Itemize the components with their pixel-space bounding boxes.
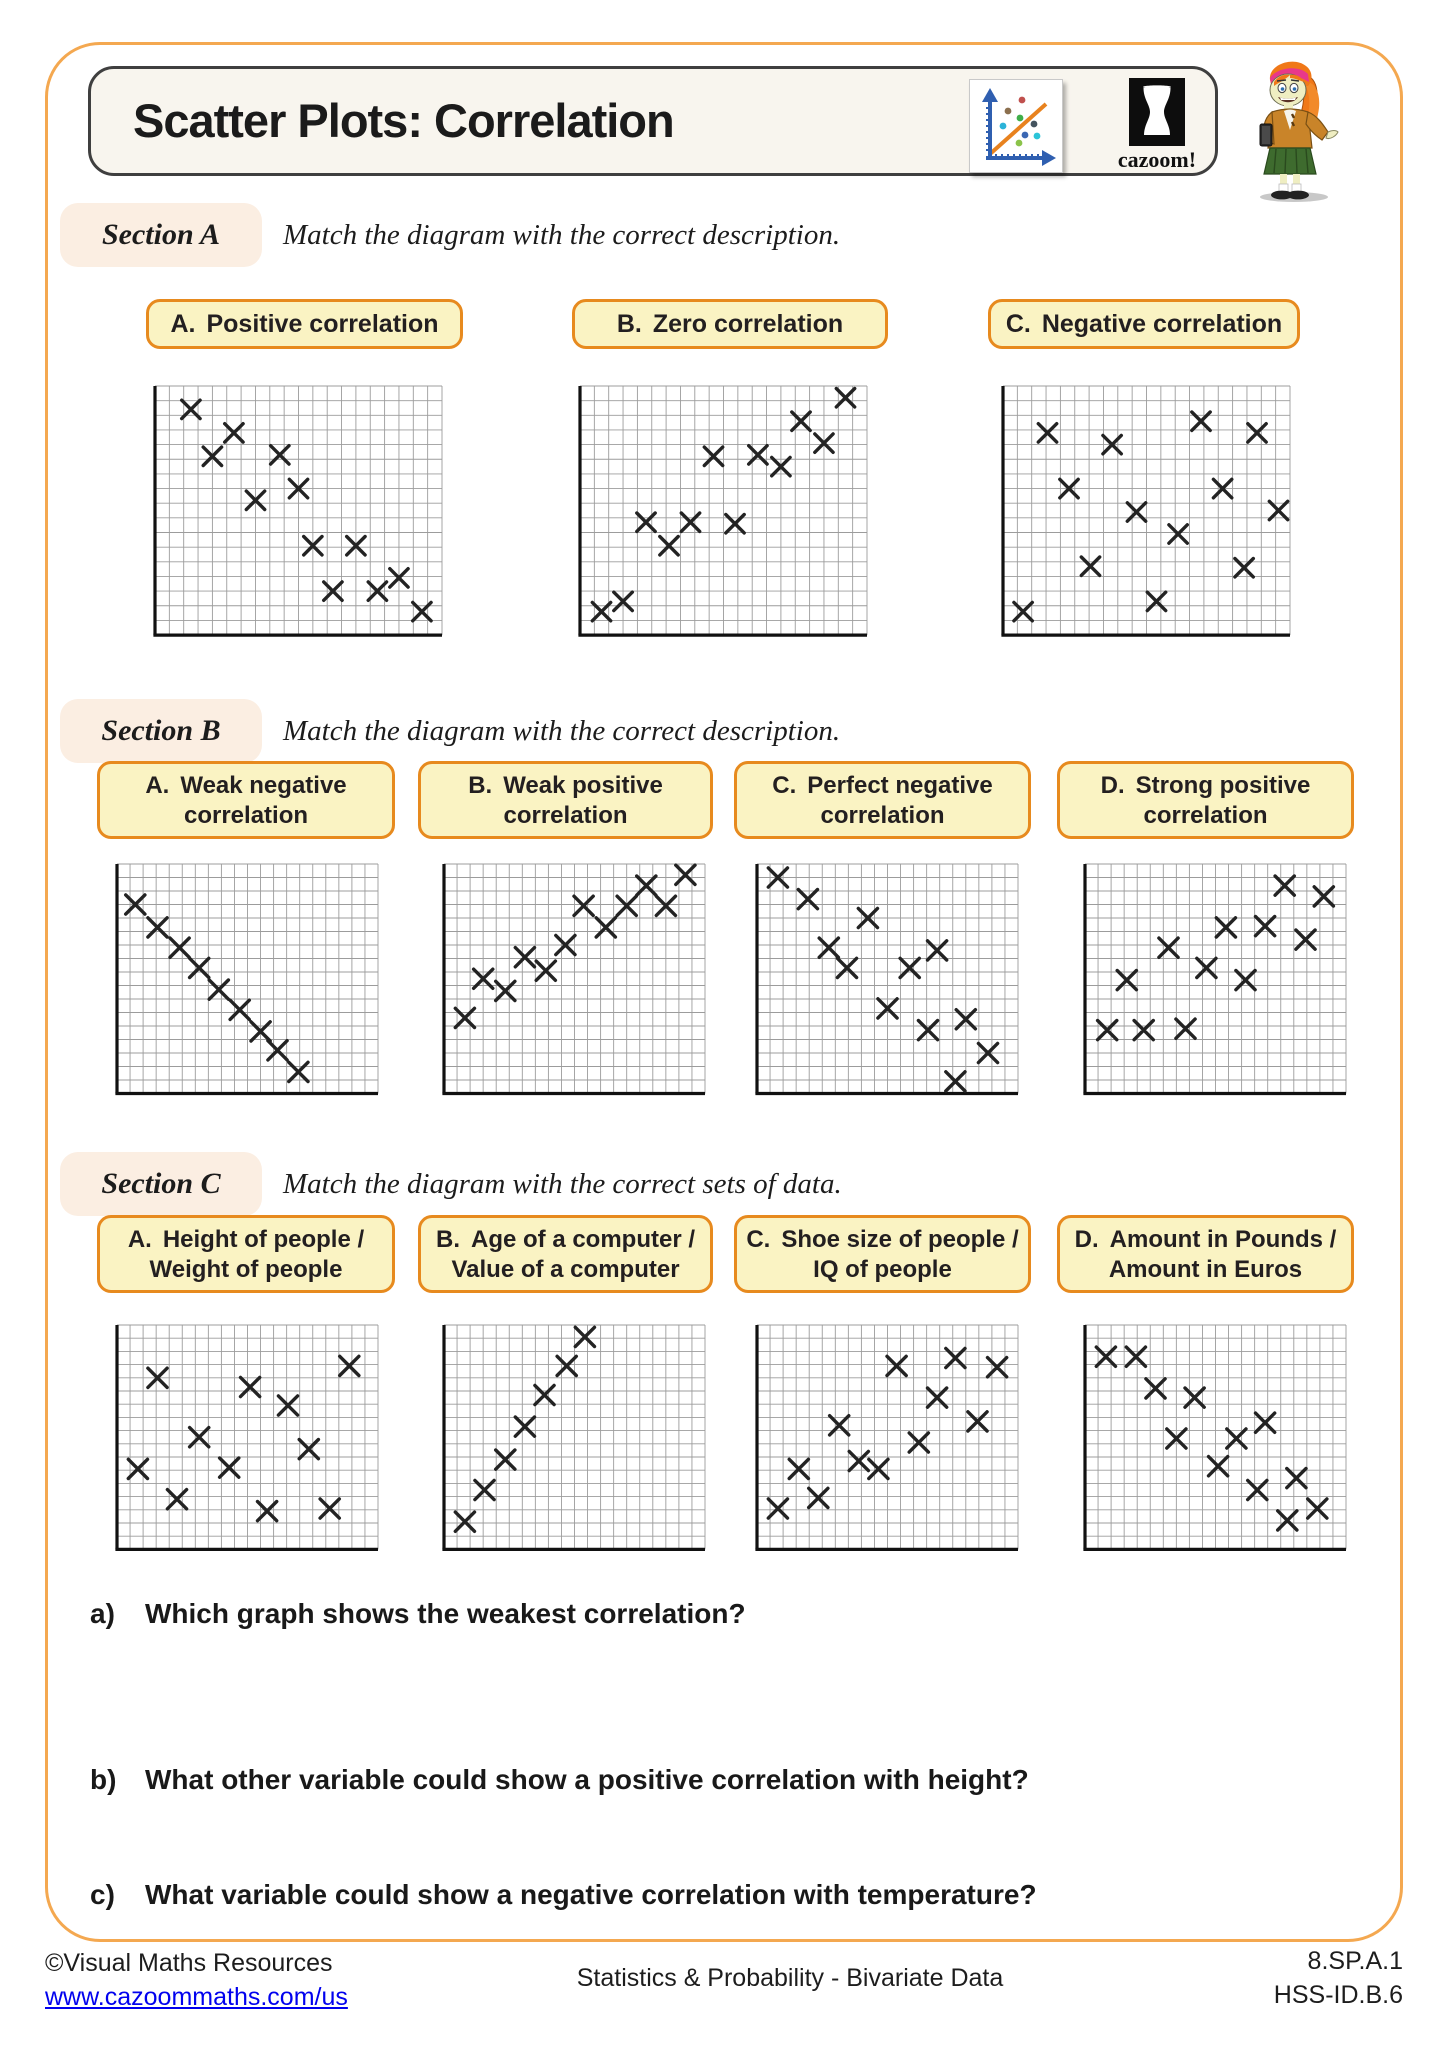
scatter-plot-a3	[997, 380, 1296, 641]
tag-letter: C.	[1005, 310, 1031, 338]
question-emphasis: negative	[519, 1879, 634, 1910]
tag-text-line2: Weight of people	[149, 1256, 343, 1283]
question-text-part: correlation with height?	[703, 1764, 1029, 1795]
tag-text-line2: correlation	[183, 802, 309, 829]
cazoom-logo-text: cazoom!	[1117, 147, 1197, 172]
scatter-plot-b3	[751, 858, 1024, 1100]
title-box	[88, 66, 1218, 176]
section-c-pill: Section C	[60, 1152, 262, 1216]
question-c-number: c)	[90, 1879, 115, 1910]
tag-text-line2: correlation	[503, 802, 628, 829]
question-text-part: What variable could show a	[145, 1879, 520, 1910]
tag-letter: A.	[170, 310, 196, 338]
question-c-text	[145, 1879, 1345, 1911]
standard-code-2: HSS-ID.B.6	[1273, 1981, 1403, 2009]
tag-text-line1: Strong positive	[1135, 772, 1311, 799]
question-b-number: b)	[90, 1764, 117, 1795]
question-text-part: Which graph shows the weakest correlation?	[145, 1598, 746, 1629]
scatter-plot-c2	[438, 1319, 711, 1555]
tag-letter: D.	[1074, 1226, 1099, 1253]
tag-text-line1: Shoe size of people /	[781, 1226, 1019, 1253]
tag-text: Positive correlation	[206, 310, 439, 338]
question-emphasis: positive	[597, 1764, 704, 1795]
copyright-text: ©Visual Maths Resources	[45, 1949, 333, 1977]
section-b-instruction: Match the diagram with the correct description.	[283, 715, 841, 747]
tag-letter: B.	[468, 772, 493, 799]
scatter-plot-c3	[751, 1319, 1024, 1555]
standard-code-1: 8.SP.A.1	[1307, 1947, 1403, 1975]
tag-letter: C.	[772, 772, 797, 799]
scatter-plot-c4	[1079, 1319, 1352, 1555]
scatter-plot-b1	[111, 858, 384, 1100]
question-b-text	[145, 1764, 1345, 1796]
tag-letter: B.	[616, 310, 642, 338]
section-c-instruction: Match the diagram with the correct sets of data.	[283, 1168, 842, 1200]
scatter-plot-icon	[969, 79, 1063, 173]
page-title: Scatter Plots: Correlation	[133, 94, 674, 147]
tag-text-line1: Age of a computer /	[470, 1226, 696, 1253]
tag-letter: B.	[435, 1226, 460, 1253]
footer-standards-block	[1274, 1944, 1403, 2012]
tag-text-line2: IQ of people	[813, 1256, 952, 1283]
question-a-number: a)	[90, 1598, 115, 1629]
tag-text: Zero correlation	[652, 310, 844, 338]
question-a-text	[145, 1598, 1345, 1630]
cazoom-logo	[1103, 78, 1211, 173]
tag-letter: A.	[145, 772, 170, 799]
scatter-plot-c1	[111, 1319, 384, 1555]
scatter-plot-icon-graphic	[970, 80, 1062, 172]
tag-age-value-computer	[418, 1215, 713, 1293]
tag-text-line1: Perfect negative	[807, 772, 993, 799]
tag-letter: A.	[127, 1226, 152, 1253]
tag-text: Negative correlation	[1041, 310, 1283, 338]
tag-text-line2: correlation	[820, 802, 945, 829]
girl-student-illustration	[1232, 52, 1357, 204]
cazoommaths-link[interactable]: www.cazoommaths.com/us	[45, 1983, 348, 2011]
question-text-part: correlation with temperature?	[633, 1879, 1037, 1910]
tag-positive-correlation	[146, 299, 463, 349]
footer-topic: Statistics & Probability - Bivariate Data	[576, 1964, 1004, 1992]
scatter-plot-b4	[1079, 858, 1352, 1100]
scatter-plot-a1	[149, 380, 448, 641]
question-text-part: What other variable could show a	[145, 1764, 598, 1795]
section-a-instruction: Match the diagram with the correct description.	[283, 219, 841, 251]
tag-text-line2: Value of a computer	[451, 1256, 680, 1283]
tag-height-weight	[97, 1215, 395, 1293]
goblet-icon-graphic	[1135, 83, 1179, 141]
section-a-pill: Section A	[60, 203, 262, 267]
section-b-pill: Section B	[60, 699, 262, 763]
tag-perfect-negative	[734, 761, 1031, 839]
tag-shoesize-iq	[734, 1215, 1031, 1293]
tag-zero-correlation	[572, 299, 888, 349]
scatter-plot-b2	[438, 858, 711, 1100]
tag-weak-positive	[418, 761, 713, 839]
footer-copyright-block	[45, 1946, 348, 2014]
tag-pounds-euros	[1057, 1215, 1354, 1293]
tag-text-line2: Amount in Euros	[1108, 1256, 1303, 1283]
tag-letter: C.	[746, 1226, 771, 1253]
scatter-plot-a2	[574, 380, 873, 641]
tag-letter: D.	[1100, 772, 1125, 799]
tag-text-line1: Weak negative	[180, 772, 347, 799]
goblet-icon	[1129, 78, 1185, 146]
girl-student-graphic	[1232, 52, 1357, 204]
tag-text-line2: correlation	[1143, 802, 1268, 829]
tag-negative-correlation	[988, 299, 1300, 349]
tag-text-line1: Amount in Pounds /	[1109, 1226, 1337, 1253]
tag-weak-negative	[97, 761, 395, 839]
tag-text-line1: Height of people /	[162, 1226, 365, 1253]
tag-strong-positive	[1057, 761, 1354, 839]
tag-text-line1: Weak positive	[503, 772, 663, 799]
